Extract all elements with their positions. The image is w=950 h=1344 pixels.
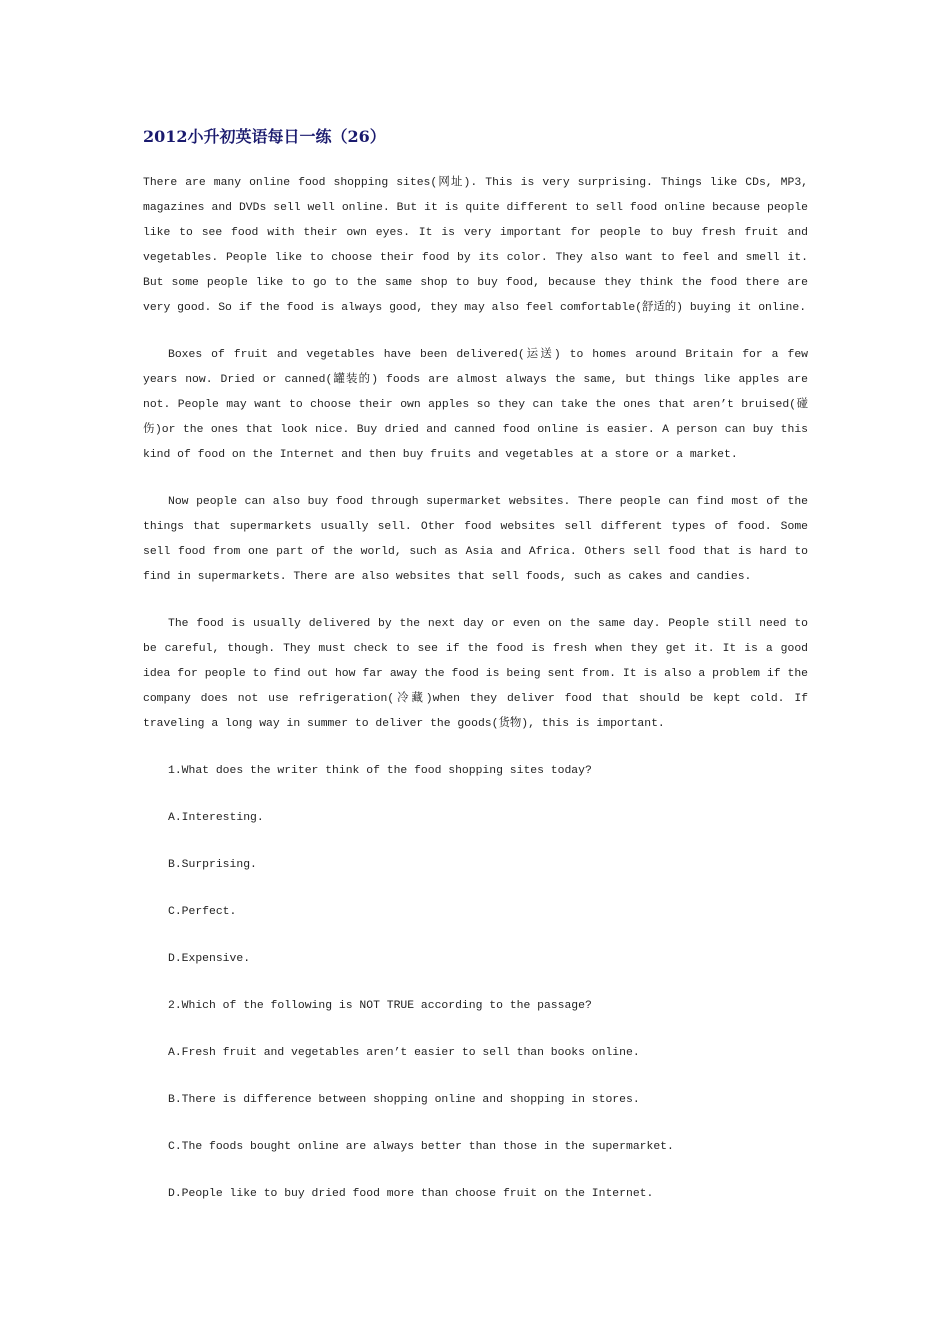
document-title: 2012小升初英语每日一练（26）: [143, 127, 386, 146]
question-1: 1.What does the writer think of the food shopping sites today?: [168, 765, 592, 777]
paragraph-4: The food is usually delivered by the next day or even on the same day. People still need to be careful, though. They must check to see if the food is fresh when they get it. It is a good idea for people to find out how far away the food is being sent from. It is also a problem if the company does not use refrigeration(冷藏)when they deliver food that should be kept cold. If traveling a long way in summer to deliver the goods(货物), this is important.: [143, 618, 808, 730]
question-2-option-d: D.People like to buy dried food more than choose fruit on the Internet.: [168, 1188, 654, 1200]
paragraph-2: Boxes of fruit and vegetables have been delivered(运送) to homes around Britain for a few years now. Dried or canned(罐装的) foods are almost always the same, but things like apples are not. People may want to choose their own apples so they can take the ones that aren’t bruised(碰伤)or the ones that look nice. Buy dried and canned food online is easier. A person can buy this kind of food on the Internet and then buy fruits and vegetables at a store or a market.: [143, 349, 808, 461]
document-page: [143, 125, 808, 1229]
question-1-option-d: D.Expensive.: [168, 953, 251, 965]
question-2-option-a: A.Fresh fruit and vegetables aren’t easier to sell than books online.: [168, 1047, 640, 1059]
question-2-option-c: C.The foods bought online are always better than those in the supermarket.: [168, 1141, 674, 1153]
question-2-option-b: B.There is difference between shopping online and shopping in stores.: [168, 1094, 640, 1106]
question-2: 2.Which of the following is NOT TRUE according to the passage?: [168, 1000, 592, 1012]
paragraph-3: Now people can also buy food through supermarket websites. There people can find most of the things that supermarkets usually sell. Other food websites sell different types of food. Some sell food from one part of the world, such as Asia and Africa. Others sell food that is hard to find in supermarkets. There are also websites that sell foods, such as cakes and candies.: [143, 496, 808, 583]
question-1-option-b: B.Surprising.: [168, 859, 257, 871]
paragraph-1: There are many online food shopping sites(网址). This is very surprising. Things like CDs, MP3, magazines and DVDs sell well online. But it is quite different to sell food online because people like to see food with their own eyes. It is very important for people to buy fresh fruit and vegetables. People like to choose their food by its color. They also want to feel and smell it. But some people like to go to the same shop to buy food, because they think the food there are very good. So if the food is always good, they may also feel comfortable(舒适的) buying it online.: [143, 177, 808, 314]
question-1-option-a: A.Interesting.: [168, 812, 264, 824]
question-1-option-c: C.Perfect.: [168, 906, 237, 918]
